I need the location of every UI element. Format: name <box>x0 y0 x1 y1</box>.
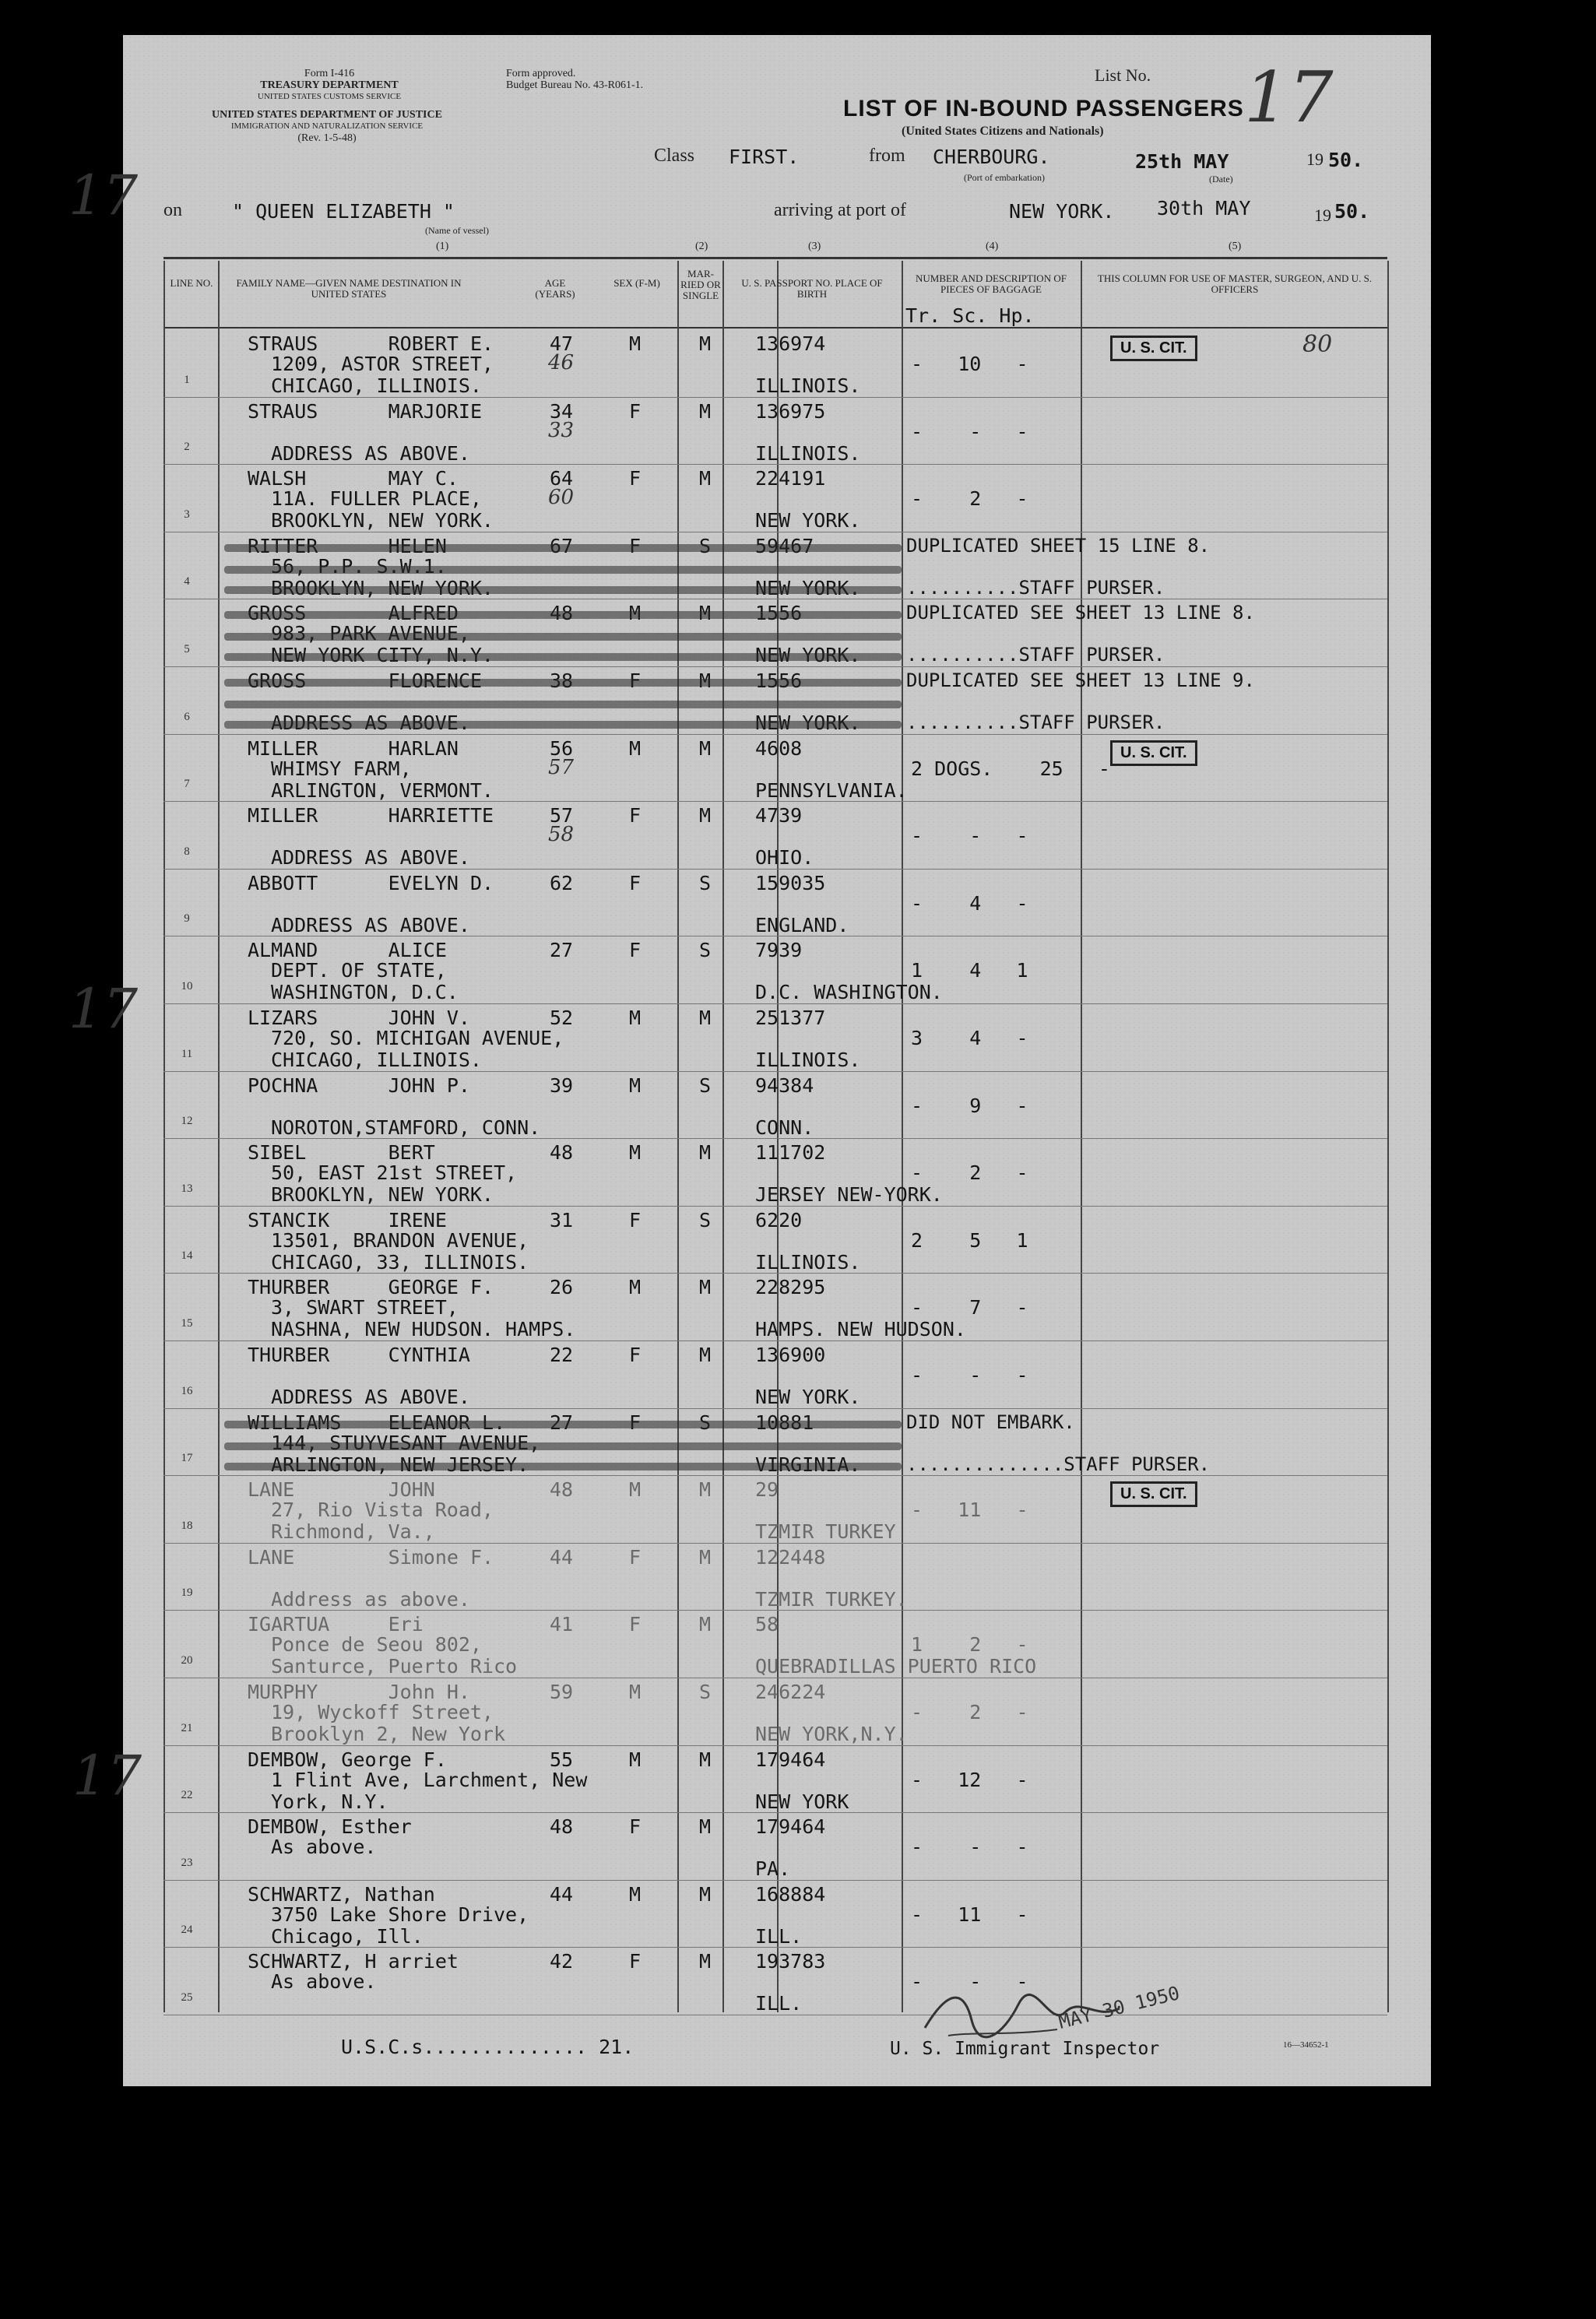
col-rule <box>1081 261 1082 2012</box>
marital-status: M <box>699 1141 712 1165</box>
us-citizen-stamp: U. S. CIT. <box>1110 336 1197 361</box>
col-rule <box>722 261 724 2012</box>
print-code: 16—34652-1 <box>1283 2040 1329 2050</box>
col-num-1: (1) <box>436 241 449 252</box>
address-line: ADDRESS AS ABOVE. <box>271 441 470 465</box>
treasury-dept: TREASURY DEPARTMENT <box>260 79 399 91</box>
line-number: 4 <box>184 575 190 589</box>
place-of-birth: NEW YORK,N.Y. <box>755 1723 908 1745</box>
address-line: 50, EAST 21st STREET, <box>271 1161 518 1185</box>
address-line: ARLINGTON, VERMONT. <box>271 778 494 802</box>
sex: M <box>629 1478 642 1502</box>
list-no-label: List No. <box>1095 65 1151 85</box>
baggage-count: - 2 - <box>911 1701 1028 1723</box>
port-embark-note: (Port of embarkation) <box>964 172 1045 183</box>
line-number: 11 <box>181 1047 193 1060</box>
line-number: 2 <box>184 441 190 454</box>
sex: M <box>629 1882 642 1906</box>
passport-number: 4608 <box>755 736 803 760</box>
marital-status: S <box>699 871 712 894</box>
strike-through <box>224 701 902 708</box>
passenger-name: STANCIK IRENE <box>248 1208 447 1232</box>
strike-through <box>224 586 902 594</box>
sex: F <box>629 804 642 827</box>
address-line: WASHINGTON, D.C. <box>271 981 459 1004</box>
sex: F <box>629 1208 642 1232</box>
age-correction: 33 <box>548 418 575 442</box>
passenger-name: SIBEL BERT <box>248 1141 435 1165</box>
marital-status: M <box>699 1276 712 1299</box>
place-of-birth: D.C. WASHINGTON. <box>755 981 943 1004</box>
line-number: 15 <box>181 1317 193 1330</box>
marital-status: M <box>699 1613 712 1636</box>
passenger-name: MILLER HARRIETTE <box>248 804 494 827</box>
col-header-sex: SEX (F-M) <box>613 277 660 289</box>
address-line: 3, SWART STREET, <box>271 1296 459 1319</box>
year-value: 50. <box>1328 149 1364 171</box>
manifest-sheet <box>69 35 1431 2086</box>
marital-status: M <box>699 332 712 355</box>
inspector-signature <box>902 1981 1135 2051</box>
revision: (Rev. 1-5-48) <box>297 132 357 144</box>
address-line: York, N.Y. <box>271 1790 388 1813</box>
sex: F <box>629 1613 642 1636</box>
age: 22 <box>550 1344 574 1366</box>
strike-through <box>224 566 902 574</box>
address-line: 1209, ASTOR STREET, <box>271 353 494 375</box>
address-line: 27, Rio Vista Road, <box>271 1499 494 1522</box>
sex: M <box>629 1276 642 1299</box>
line-number: 14 <box>181 1249 193 1263</box>
address-line: CHICAGO, ILLINOIS. <box>271 1049 482 1071</box>
line-number: 10 <box>181 980 193 993</box>
duplicate-note: DUPLICATED SEE SHEET 13 LINE 9. <box>906 669 1255 691</box>
age: 34 <box>550 399 574 423</box>
passport-number: 122448 <box>755 1545 826 1569</box>
age: 47 <box>550 332 574 355</box>
place-of-birth: NEW YORK. <box>755 1386 861 1408</box>
year-prefix: 19 <box>1306 149 1324 169</box>
age: 48 <box>550 1815 574 1839</box>
age: 42 <box>550 1950 574 1973</box>
passport-number: 58 <box>755 1613 779 1636</box>
baggage-count: 3 4 - <box>911 1027 1028 1049</box>
document-title: LIST OF IN-BOUND PASSENGERS <box>843 96 1244 121</box>
staff-purser-note: ..............STAFF PURSER. <box>906 1453 1211 1475</box>
passenger-name: IGARTUA Eri <box>248 1613 424 1636</box>
line-number: 19 <box>181 1586 193 1600</box>
duplicate-note: DID NOT EMBARK. <box>906 1411 1075 1433</box>
embark-date: 25th MAY <box>1135 150 1229 173</box>
passenger-name: DEMBOW, George F. <box>248 1748 447 1771</box>
col-num-4: (4) <box>986 241 999 252</box>
strike-through <box>224 679 902 687</box>
staff-purser-note: ..........STAFF PURSER. <box>906 576 1165 599</box>
justice-header <box>163 109 490 144</box>
baggage-count: 2 5 1 <box>911 1228 1028 1252</box>
place-of-birth: TZMIR TURKEY <box>755 1520 896 1544</box>
address-line: BROOKLYN, NEW YORK. <box>271 509 494 532</box>
age: 56 <box>550 736 574 760</box>
marital-status: S <box>699 1681 712 1703</box>
date-note: (Date) <box>1209 174 1233 184</box>
sex: F <box>629 1344 642 1366</box>
line-number: 12 <box>181 1115 193 1128</box>
passenger-name: SCHWARTZ, H arriet <box>248 1950 459 1973</box>
col-header-name: FAMILY NAME—GIVEN NAME DESTINATION IN UNITED STATES <box>236 277 462 300</box>
baggage-count: - 11 - <box>911 1499 1028 1522</box>
age: 26 <box>550 1276 574 1299</box>
place-of-birth: ILLINOIS. <box>755 441 861 465</box>
arrival-year-prefix: 19 <box>1314 206 1331 225</box>
line-number: 25 <box>181 1991 193 2004</box>
passenger-name: STRAUS ROBERT E. <box>248 332 494 355</box>
col-header-age: AGE (YEARS) <box>535 277 575 300</box>
sex: M <box>629 1681 642 1703</box>
passenger-name: POCHNA JOHN P. <box>248 1073 470 1097</box>
staff-purser-note: ..........STAFF PURSER. <box>906 644 1165 666</box>
passenger-name: SCHWARTZ, Nathan <box>248 1882 435 1906</box>
passport-number: 4739 <box>755 804 803 827</box>
baggage-count: - 10 - <box>911 353 1028 375</box>
address-line: 13501, BRANDON AVENUE, <box>271 1228 529 1252</box>
col-num-5: (5) <box>1229 241 1242 252</box>
officer-note: 80 <box>1302 331 1333 358</box>
strike-through <box>224 721 902 729</box>
col-rule <box>218 261 220 2012</box>
vessel-note: (Name of vessel) <box>425 225 489 236</box>
sex: M <box>629 1073 642 1097</box>
place-of-birth: ILLINOIS. <box>755 1250 861 1274</box>
address-line: NOROTON,STAMFORD, CONN. <box>271 1116 541 1139</box>
address-line: DEPT. OF STATE, <box>271 959 447 982</box>
passenger-name: ABBOTT EVELYN D. <box>248 871 494 894</box>
age: 59 <box>550 1681 574 1703</box>
strike-through <box>224 1442 902 1450</box>
address-line: CHICAGO, 33, ILLINOIS. <box>271 1250 529 1274</box>
baggage-count: - - - <box>911 1364 1028 1386</box>
place-of-birth: QUEBRADILLAS PUERTO RICO <box>755 1655 1037 1678</box>
on-label: on <box>163 200 182 220</box>
passport-number: 7939 <box>755 939 803 962</box>
passenger-name: MILLER HARLAN <box>248 736 459 760</box>
baggage-count: - - - <box>911 420 1028 443</box>
address-line: Ponce de Seou 802, <box>271 1633 482 1657</box>
us-citizen-stamp: U. S. CIT. <box>1110 1481 1197 1507</box>
address-line: WHIMSY FARM, <box>271 757 412 780</box>
marital-status: S <box>699 1208 712 1232</box>
place-of-birth: ILL. <box>755 1992 803 2015</box>
baggage-count: - 2 - <box>911 487 1028 511</box>
marital-status: M <box>699 1815 712 1839</box>
address-line: NASHNA, NEW HUDSON. HAMPS. <box>271 1318 576 1341</box>
marital-status: M <box>699 1748 712 1771</box>
baggage-count: - 2 - <box>911 1161 1028 1185</box>
address-line: BROOKLYN, NEW YORK. <box>271 1183 494 1207</box>
place-of-birth: CONN. <box>755 1116 814 1139</box>
from-label: from <box>869 146 905 166</box>
inspector-label: U. S. Immigrant Inspector <box>890 2039 1160 2059</box>
strike-through <box>224 1463 902 1470</box>
passenger-name: LANE Simone F. <box>248 1545 494 1569</box>
baggage-count: - - - <box>911 1836 1028 1859</box>
sex: M <box>629 332 642 355</box>
sex: M <box>629 736 642 760</box>
staff-purser-note: ..........STAFF PURSER. <box>906 712 1165 733</box>
address-line: 720, SO. MICHIGAN AVENUE, <box>271 1027 564 1049</box>
line-number: 5 <box>184 643 190 655</box>
line-number: 22 <box>181 1789 193 1802</box>
date-stamp: MAY 30 1950 <box>1056 1982 1182 2033</box>
passport-number: 251377 <box>755 1007 826 1029</box>
address-line: Address as above. <box>271 1587 470 1611</box>
ins-service: IMMIGRATION AND NATURALIZATION SERVICE <box>230 121 424 131</box>
list-no-value: 17 <box>1244 57 1334 139</box>
line-number: 17 <box>181 1452 193 1465</box>
age: 48 <box>550 1478 574 1502</box>
address-line: Richmond, Va., <box>271 1520 435 1544</box>
passport-number: 136975 <box>755 399 826 423</box>
approval-line1: Form approved. <box>506 68 576 79</box>
line-number: 18 <box>181 1519 193 1532</box>
col-header-baggage: NUMBER AND DESCRIPTION OF PIECES OF BAGGAGE <box>916 272 1067 295</box>
age-correction: 60 <box>548 486 575 510</box>
passenger-name: THURBER CYNTHIA <box>248 1344 470 1366</box>
col-rule <box>1387 261 1389 2012</box>
line-number: 6 <box>184 710 190 723</box>
address-line: ADDRESS AS ABOVE. <box>271 846 470 870</box>
age: 64 <box>550 467 574 490</box>
document-subtitle: (United States Citizens and Nationals) <box>902 125 1104 138</box>
age-correction: 57 <box>548 755 575 779</box>
col-header-line: LINE NO. <box>170 277 213 289</box>
arrival-year: 50. <box>1334 200 1370 223</box>
age: 55 <box>550 1748 574 1771</box>
age: 44 <box>550 1545 574 1569</box>
passenger-name: THURBER GEORGE F. <box>248 1276 494 1299</box>
arriving-label: arriving at port of <box>774 200 906 220</box>
sex: M <box>629 1748 642 1771</box>
passport-number: 193783 <box>755 1950 826 1973</box>
place-of-birth: NEW YORK. <box>755 509 861 532</box>
place-of-birth: ILL. <box>755 1924 803 1948</box>
marital-status: M <box>699 804 712 827</box>
passport-number: 228295 <box>755 1276 826 1299</box>
baggage-count: - - - <box>911 1970 1028 1994</box>
baggage-count: - 11 - <box>911 1903 1028 1926</box>
strike-through <box>224 633 902 641</box>
us-citizen-stamp: U. S. CIT. <box>1110 740 1197 766</box>
strike-through <box>224 611 902 619</box>
customs-service: UNITED STATES CUSTOMS SERVICE <box>257 92 402 101</box>
passport-number: 6220 <box>755 1208 803 1232</box>
passport-number: 111702 <box>755 1141 826 1165</box>
sex: F <box>629 871 642 894</box>
sex: F <box>629 1950 642 1973</box>
vessel-name: " QUEEN ELIZABETH " <box>232 200 455 223</box>
age: 57 <box>550 804 574 827</box>
col-rule <box>677 261 679 2012</box>
table-header-rule <box>163 327 1387 329</box>
line-number: 24 <box>181 1924 193 1937</box>
age: 39 <box>550 1073 574 1097</box>
marital-status: M <box>699 467 712 490</box>
place-of-birth: HAMPS. NEW HUDSON. <box>755 1318 966 1341</box>
col-num-3: (3) <box>808 241 821 252</box>
approval-line2: Budget Bureau No. 43-R061-1. <box>506 79 644 91</box>
address-line: 3750 Lake Shore Drive, <box>271 1903 529 1926</box>
marital-status: M <box>699 1007 712 1029</box>
address-line: ADDRESS AS ABOVE. <box>271 1386 470 1408</box>
line-number: 13 <box>181 1182 193 1195</box>
age: 52 <box>550 1007 574 1029</box>
passport-number: 94384 <box>755 1073 814 1097</box>
sex: F <box>629 467 642 490</box>
margin-note: 17 <box>72 1744 142 1808</box>
address-line: Santurce, Puerto Rico <box>271 1655 518 1678</box>
passport-number: 136974 <box>755 332 826 355</box>
passenger-name: MURPHY John H. <box>248 1681 470 1703</box>
sex: F <box>629 939 642 962</box>
line-number: 23 <box>181 1856 193 1869</box>
place-of-birth: PA. <box>755 1857 791 1881</box>
justice-dept: UNITED STATES DEPARTMENT OF JUSTICE <box>212 109 442 121</box>
from-value: CHERBOURG. <box>933 146 1050 168</box>
sex: F <box>629 1815 642 1839</box>
sex: F <box>629 399 642 423</box>
baggage-count: 1 4 1 <box>911 959 1028 982</box>
line-number: 9 <box>184 912 190 926</box>
address-line: As above. <box>271 1836 377 1859</box>
baggage-count: - 4 - <box>911 891 1028 915</box>
baggage-count: - 9 - <box>911 1094 1028 1117</box>
place-of-birth: JERSEY NEW-YORK. <box>755 1183 943 1207</box>
class-value: FIRST. <box>729 146 800 168</box>
marital-status: M <box>699 399 712 423</box>
place-of-birth: ILLINOIS. <box>755 374 861 397</box>
passenger-name: STRAUS MARJORIE <box>248 399 483 423</box>
age: 27 <box>550 939 574 962</box>
place-of-birth: ILLINOIS. <box>755 1049 861 1071</box>
arrival-port: NEW YORK. <box>1009 200 1115 223</box>
col-num-2: (2) <box>695 241 708 252</box>
line-number: 3 <box>184 508 190 521</box>
address-line: As above. <box>271 1970 377 1994</box>
address-line: 1 Flint Ave, Larchment, New <box>271 1768 588 1791</box>
table-top-rule <box>163 257 1387 259</box>
address-line: ADDRESS AS ABOVE. <box>271 913 470 936</box>
margin-note: 17 <box>69 163 139 227</box>
passport-number: 179464 <box>755 1748 826 1771</box>
marital-status: S <box>699 1073 712 1097</box>
col-header-officers: THIS COLUMN FOR USE OF MASTER, SURGEON, AND U. S. OFFICERS <box>1097 272 1373 295</box>
passport-number: 159035 <box>755 871 826 894</box>
strike-through <box>224 1421 902 1428</box>
baggage-subheader: Tr. Sc. Hp. <box>905 304 1035 327</box>
line-number: 7 <box>184 778 190 791</box>
place-of-birth: OHIO. <box>755 846 814 870</box>
sex: F <box>629 1545 642 1569</box>
marital-status: M <box>699 1344 712 1366</box>
strike-through <box>224 653 902 661</box>
passport-number: 224191 <box>755 467 826 490</box>
age: 44 <box>550 1882 574 1906</box>
address-line: CHICAGO, ILLINOIS. <box>271 374 482 397</box>
line-number: 8 <box>184 845 190 858</box>
age: 62 <box>550 871 574 894</box>
baggage-count: 1 2 - <box>911 1633 1028 1657</box>
form-number: Form I-416 <box>304 68 355 79</box>
passenger-name: LANE JOHN <box>248 1478 435 1502</box>
uscs-count: U.S.C.s.............. 21. <box>341 2036 635 2058</box>
marital-status: M <box>699 1545 712 1569</box>
duplicate-note: DUPLICATED SEE SHEET 13 LINE 8. <box>906 602 1255 624</box>
class-label: Class <box>654 146 695 166</box>
line-number: 1 <box>184 373 190 386</box>
col-rule <box>902 261 903 2012</box>
col-rule <box>163 261 165 2012</box>
address-line: 11A. FULLER PLACE, <box>271 487 482 511</box>
baggage-count: 2 DOGS. 25 - <box>911 757 1110 780</box>
age-correction: 58 <box>548 823 575 847</box>
place-of-birth: NEW YORK <box>755 1790 849 1813</box>
marital-status: M <box>699 1478 712 1502</box>
passenger-name: WALSH MAY C. <box>248 467 459 490</box>
age: 41 <box>550 1613 574 1636</box>
place-of-birth: PENNSYLVANIA. <box>755 778 908 802</box>
form-header-left <box>224 68 434 103</box>
sex: M <box>629 1141 642 1165</box>
marital-status: M <box>699 1882 712 1906</box>
passport-number: 246224 <box>755 1681 826 1703</box>
strike-through <box>224 544 902 552</box>
col-header-passport: U. S. PASSPORT NO. PLACE OF BIRTH <box>741 277 883 300</box>
arrival-date: 30th MAY <box>1157 197 1251 220</box>
address-line: 19, Wyckoff Street, <box>271 1701 494 1723</box>
marital-status: S <box>699 939 712 962</box>
passport-number: 179464 <box>755 1815 826 1839</box>
line-number: 16 <box>181 1384 193 1397</box>
address-line: Chicago, Ill. <box>271 1924 424 1948</box>
passport-number: 29 <box>755 1478 779 1502</box>
line-number: 20 <box>181 1654 193 1667</box>
line-number: 21 <box>181 1721 193 1734</box>
place-of-birth: TZMIR TURKEY. <box>755 1587 908 1611</box>
age-correction: 46 <box>548 351 575 374</box>
place-of-birth: ENGLAND. <box>755 913 849 936</box>
age: 48 <box>550 1141 574 1165</box>
passenger-name: ALMAND ALICE <box>248 939 447 962</box>
marital-status: M <box>699 736 712 760</box>
marital-status: M <box>699 1950 712 1973</box>
passenger-name: DEMBOW, Esther <box>248 1815 412 1839</box>
sex: M <box>629 1007 642 1029</box>
budget-approval <box>506 68 643 91</box>
duplicate-note: DUPLICATED SHEET 15 LINE 8. <box>906 534 1211 557</box>
baggage-count: - - - <box>911 824 1028 848</box>
passport-number: 136900 <box>755 1344 826 1366</box>
baggage-count: - 7 - <box>911 1296 1028 1319</box>
margin-note: 17 <box>69 977 139 1041</box>
passport-number: 168884 <box>755 1882 826 1906</box>
passenger-name: LIZARS JOHN V. <box>248 1007 470 1029</box>
age: 31 <box>550 1208 574 1232</box>
baggage-count: - 12 - <box>911 1768 1028 1791</box>
col-header-married: MAR-RIED OR SINGLE <box>680 268 721 301</box>
address-line: Brooklyn 2, New York <box>271 1723 506 1745</box>
